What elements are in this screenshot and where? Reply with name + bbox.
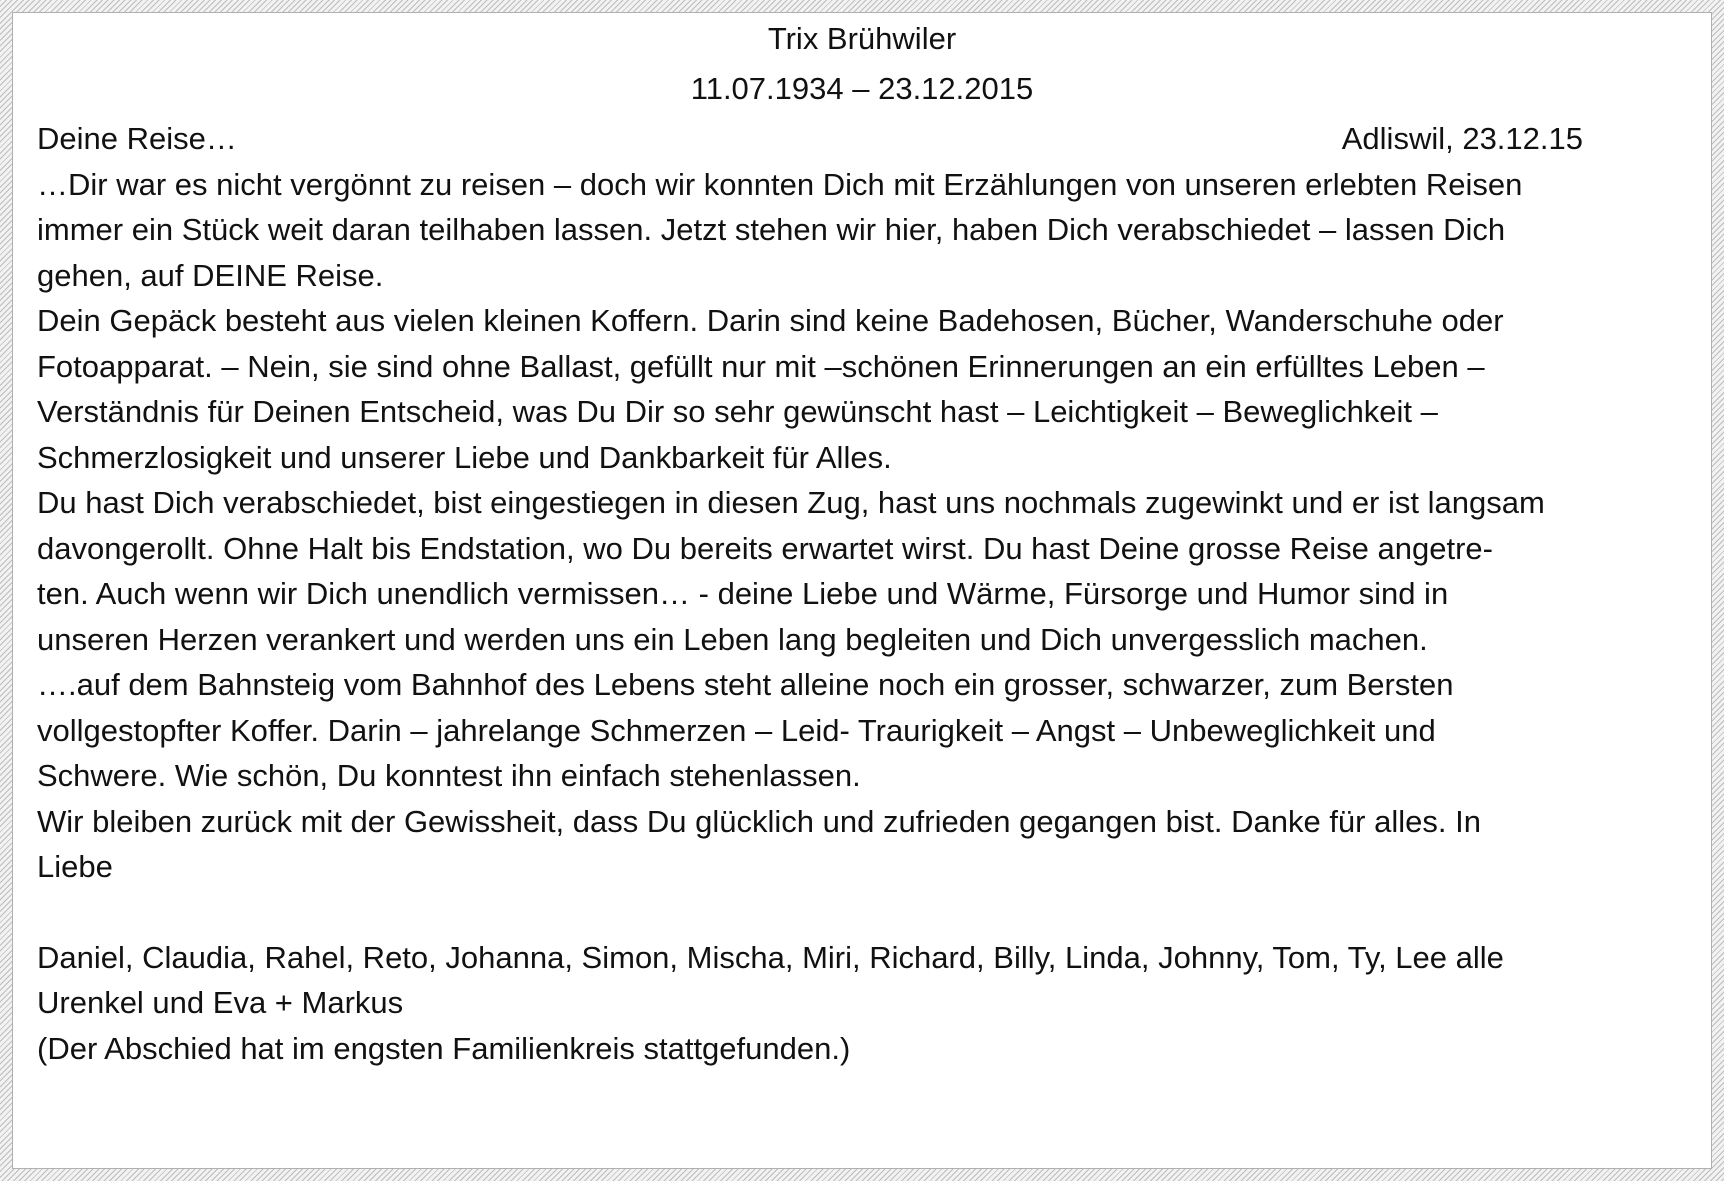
text-line: ….auf dem Bahnsteig vom Bahnhof des Lebens steht alleine noch ein grosser, schwarzer, zum Bersten	[37, 667, 1454, 702]
text-line: Schmerzlosigkeit und unserer Liebe und Dankbarkeit für Alles.	[37, 440, 892, 475]
text-line: Dein Gepäck besteht aus vielen kleinen Koffern. Darin sind keine Badehosen, Bücher, Wanderschuhe oder	[37, 303, 1504, 338]
obituary-notice	[12, 12, 1712, 1169]
closing-note: (Der Abschied hat im engsten Familienkreis stattgefunden.)	[37, 1031, 851, 1066]
text-line: Schwere. Wie schön, Du konntest ihn einfach stehenlassen.	[37, 758, 861, 793]
text-line: …Dir war es nicht vergönnt zu reisen – doch wir konnten Dich mit Erzählungen von unseren erlebten Reisen	[37, 167, 1523, 202]
text-line: immer ein Stück weit daran teilhaben lassen. Jetzt stehen wir hier, haben Dich verabschiedet – lassen Dich	[37, 212, 1506, 247]
text-line: Liebe	[37, 849, 113, 884]
text-line: unseren Herzen verankert und werden uns ein Leben lang begleiten und Dich unvergesslich machen.	[37, 622, 1428, 657]
text-line: ten. Auch wenn wir Dich unendlich vermissen… - deine Liebe und Wärme, Fürsorge und Humor sind in	[37, 576, 1449, 611]
text-line: vollgestopfter Koffer. Darin – jahrelange Schmerzen – Leid- Traurigkeit – Angst – Unbeweglichkeit und	[37, 713, 1436, 748]
text-line: Du hast Dich verabschiedet, bist eingestiegen in diesen Zug, hast uns nochmals zugewinkt und er ist langsam	[37, 485, 1545, 520]
notice-title: Deine Reise…	[37, 121, 237, 156]
text-line: gehen, auf DEINE Reise.	[37, 258, 384, 293]
deceased-name: Trix Brühwiler	[767, 21, 957, 56]
text-line: Fotoapparat. – Nein, sie sind ohne Ballast, gefüllt nur mit –schönen Erinnerungen an ein erfülltes Leben –	[37, 349, 1485, 384]
signature-line: Daniel, Claudia, Rahel, Reto, Johanna, Simon, Mischa, Miri, Richard, Billy, Linda, Johnny, Tom, Ty, Lee alle	[37, 940, 1504, 975]
place-and-date: Adliswil, 23.12.15	[1341, 121, 1583, 156]
text-line: davongerollt. Ohne Halt bis Endstation, wo Du bereits erwartet wirst. Du hast Deine grosse Reise angetre-	[37, 531, 1493, 566]
signature-line: Urenkel und Eva + Markus	[37, 985, 404, 1020]
text-line: Wir bleiben zurück mit der Gewissheit, dass Du glücklich und zufrieden gegangen bist. Danke für alles. In	[37, 804, 1481, 839]
life-dates: 11.07.1934 – 23.12.2015	[690, 71, 1034, 106]
text-line: Verständnis für Deinen Entscheid, was Du Dir so sehr gewünscht hast – Leichtigkeit – Beweglichkeit –	[37, 394, 1438, 429]
